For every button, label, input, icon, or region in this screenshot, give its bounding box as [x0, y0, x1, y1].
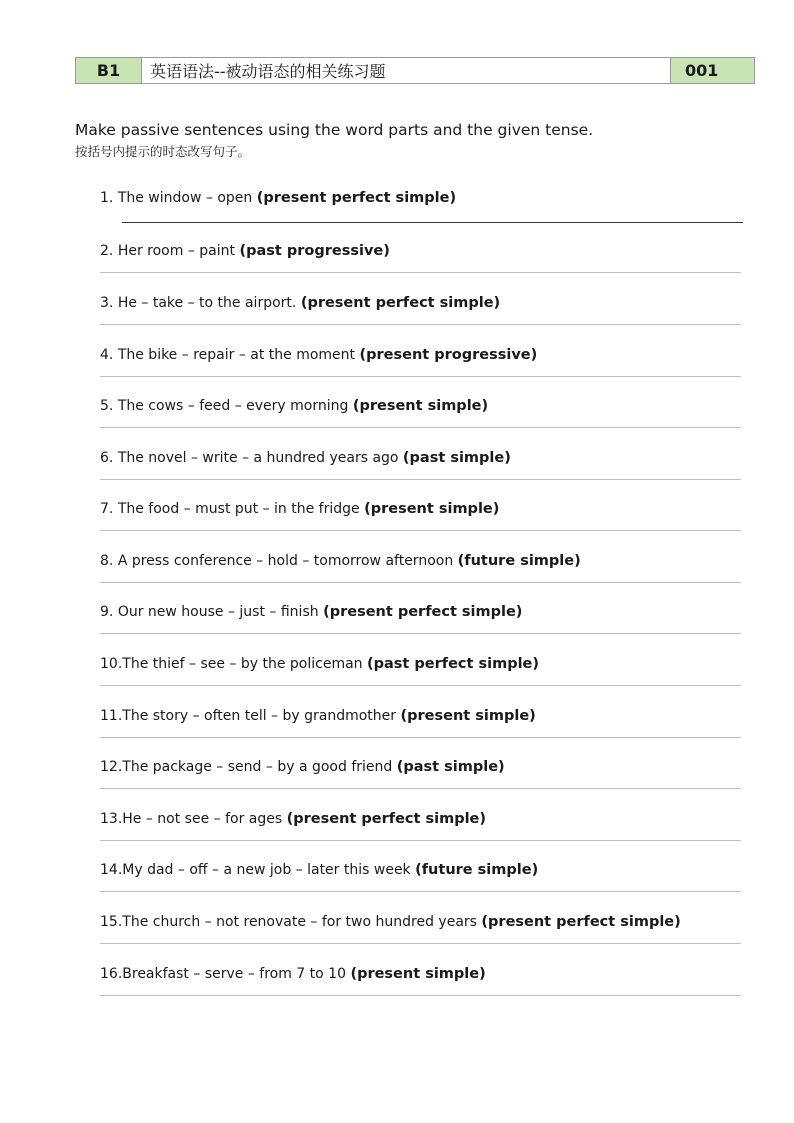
exercise-text — [100, 759, 505, 775]
exercise-number: 16. — [100, 966, 123, 982]
exercise-number: 5. — [100, 398, 118, 414]
exercise-tense: (present perfect simple) — [481, 914, 681, 930]
exercise-text — [100, 966, 486, 982]
exercise-text — [100, 914, 681, 930]
exercise-prompt: A press conference – hold – tomorrow afternoon — [117, 553, 454, 569]
exercise-text — [100, 398, 488, 414]
exercise-item — [100, 944, 741, 996]
exercise-tense: (present progressive) — [359, 347, 538, 363]
exercise-prompt: My dad – off – a new job – later this week — [122, 862, 411, 878]
exercise-prompt: Our new house – just – finish — [117, 604, 319, 620]
level-badge: B1 — [76, 58, 142, 83]
worksheet-header — [75, 57, 755, 84]
answer-line[interactable] — [100, 995, 741, 996]
exercise-prompt: The window – open — [117, 190, 253, 206]
exercise-text — [100, 243, 390, 259]
exercise-tense: (future simple) — [457, 553, 581, 569]
exercise-prompt: The bike – repair – at the moment — [117, 347, 356, 363]
instruction-english: Make passive sentences using the word parts and the given tense. — [75, 121, 594, 139]
exercise-number: 1. — [100, 190, 118, 206]
exercise-text — [100, 450, 511, 466]
exercise-item — [100, 479, 741, 531]
exercise-item — [100, 428, 741, 480]
exercise-number: 3. — [100, 295, 118, 311]
exercise-prompt: The novel – write – a hundred years ago — [117, 450, 399, 466]
instruction-chinese: 按括号内提示的时态改写句子。 — [75, 144, 251, 159]
exercise-tense: (present simple) — [400, 708, 536, 724]
exercise-prompt: He – not see – for ages — [122, 811, 283, 827]
exercise-text — [100, 501, 499, 517]
exercise-prompt: The cows – feed – every morning — [117, 398, 349, 414]
exercise-tense: (past progressive) — [239, 243, 390, 259]
exercise-prompt: The food – must put – in the fridge — [117, 501, 360, 517]
exercise-item — [100, 531, 741, 583]
exercise-tense: (present perfect simple) — [256, 190, 457, 206]
exercise-text — [100, 190, 456, 206]
exercise-text — [100, 862, 538, 878]
exercise-number: 8. — [100, 553, 118, 569]
exercise-item — [100, 325, 741, 377]
exercise-item — [100, 892, 741, 944]
exercise-item — [100, 582, 741, 634]
exercise-item — [100, 376, 741, 428]
exercise-number: 9. — [100, 604, 118, 620]
exercise-number: 11. — [100, 708, 123, 724]
exercise-tense: (past perfect simple) — [367, 656, 540, 672]
exercise-tense: (present simple) — [364, 501, 500, 517]
exercise-tense: (future simple) — [415, 862, 539, 878]
exercise-item — [100, 686, 741, 738]
exercise-tense: (past simple) — [402, 450, 511, 466]
worksheet-title: 英语语法--被动语态的相关练习题 — [142, 58, 671, 83]
exercise-tense: (past simple) — [396, 759, 505, 775]
exercise-number: 6. — [100, 450, 118, 466]
exercise-text — [100, 295, 500, 311]
exercise-number: 14. — [100, 862, 123, 878]
exercise-number: 7. — [100, 501, 118, 517]
exercise-number: 10. — [100, 656, 123, 672]
exercise-text — [100, 811, 486, 827]
exercise-text — [100, 656, 539, 672]
exercise-tense: (present perfect simple) — [286, 811, 487, 827]
exercise-item — [100, 634, 741, 686]
exercise-prompt: The thief – see – by the policeman — [122, 656, 363, 672]
exercise-item — [100, 789, 741, 841]
exercise-number: 12. — [100, 759, 123, 775]
exercise-prompt: The package – send – by a good friend — [122, 759, 393, 775]
exercise-number: 13. — [100, 811, 123, 827]
exercise-number: 4. — [100, 347, 118, 363]
exercise-item — [100, 221, 741, 273]
exercise-number: 2. — [100, 243, 118, 259]
exercise-number: 15. — [100, 914, 123, 930]
exercise-tense: (present simple) — [350, 966, 486, 982]
exercise-prompt: The church – not renovate – for two hundred years — [122, 914, 477, 930]
exercise-prompt: Breakfast – serve – from 7 to 10 — [122, 966, 346, 982]
exercise-item — [100, 273, 741, 325]
exercise-item — [100, 737, 741, 789]
exercise-tense: (present perfect simple) — [323, 604, 523, 620]
exercise-text — [100, 553, 581, 569]
exercise-text — [100, 708, 536, 724]
exercise-tense: (present perfect simple) — [300, 295, 501, 311]
exercise-prompt: He – take – to the airport. — [117, 295, 297, 311]
exercise-text — [100, 604, 522, 620]
exercise-prompt: Her room – paint — [117, 243, 235, 259]
exercise-item — [100, 840, 741, 892]
exercise-item — [100, 171, 741, 223]
exercise-tense: (present simple) — [352, 398, 489, 414]
exercise-prompt: The story – often tell – by grandmother — [122, 708, 397, 724]
exercise-text — [100, 347, 537, 363]
worksheet-number: 001 — [671, 58, 754, 83]
